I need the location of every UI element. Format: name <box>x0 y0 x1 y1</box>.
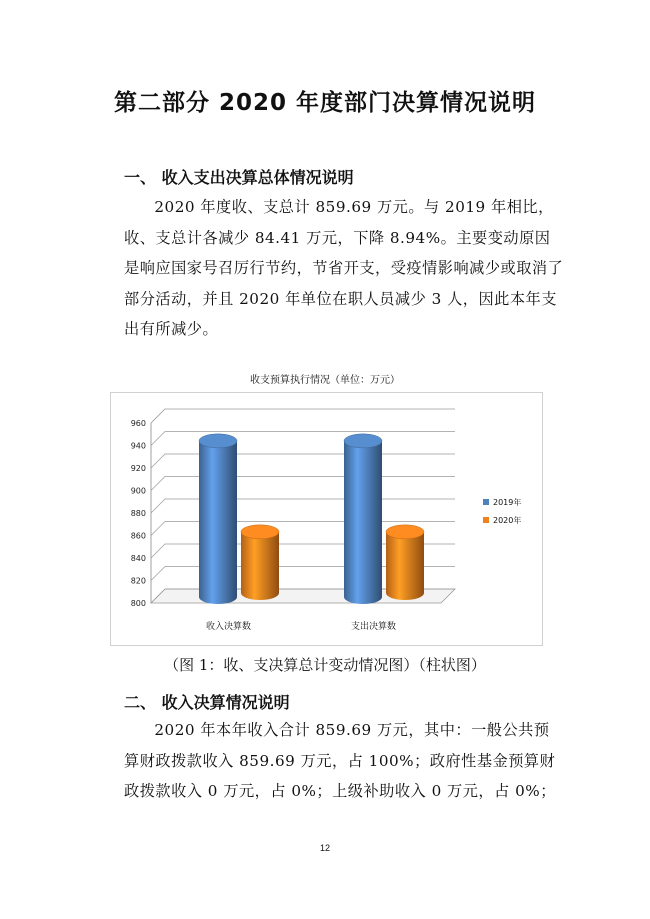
bar-top <box>199 434 237 448</box>
gridline <box>151 477 455 491</box>
y-tick-label: 960 <box>130 419 146 428</box>
bar-2020 <box>386 532 424 600</box>
y-tick-label: 820 <box>130 576 146 586</box>
bar-2019 <box>344 441 382 604</box>
y-tick-label: 800 <box>130 599 146 608</box>
gridline <box>151 409 455 423</box>
legend-label: 2019年 <box>493 498 522 507</box>
chart-title: 收支预算执行情况（单位：万元） <box>250 375 400 386</box>
legend-swatch <box>483 517 489 523</box>
bar-chart <box>111 393 542 645</box>
section1-heading: 一、 收入支出决算总体情况说明 <box>124 168 354 187</box>
gridline <box>151 499 455 513</box>
section2-paragraph: 2020 年本年收入合计 859.69 万元，其中：一般公共预算财政拨款收入 859.69 万元，占 100%；政府性基金预算财政拨款收入 0 万元，占 0%；上级补助收入 0 万元，占 0%； <box>124 721 556 800</box>
y-tick-label: 840 <box>130 554 146 563</box>
bar-top <box>386 525 424 539</box>
section2-heading: 二、 收入决算情况说明 <box>124 693 290 712</box>
gridline <box>151 432 455 446</box>
page-number: 12 <box>319 843 330 853</box>
y-tick-label: 880 <box>130 509 146 518</box>
x-tick-label: 支出决算数 <box>350 622 397 632</box>
y-tick-label: 940 <box>130 441 146 451</box>
section1-paragraph: 2020 年度收、支总计 859.69 万元。与 2019 年相比，收、支总计各减少 84.41 万元，下降 8.94%。主要变动原因是响应国家号召厉行节约，节省开支，受疫情影响减少或取消了部分活动，并且 2020 年单位在职人员减少 3 人，因此本年支出有所减少。 <box>124 198 564 338</box>
gridline <box>151 454 455 468</box>
bar-top <box>241 525 279 539</box>
x-tick-label: 收入决算数 <box>205 622 252 632</box>
bar-top <box>344 434 382 448</box>
chart-frame <box>110 392 543 646</box>
y-tick-label: 860 <box>130 531 146 541</box>
legend-swatch <box>483 499 489 505</box>
y-tick-label: 900 <box>130 486 146 496</box>
bar-2020 <box>241 532 279 600</box>
page-title: 第二部分 2020 年度部门决算情况说明 <box>113 90 537 116</box>
bar-2019 <box>199 441 237 604</box>
y-tick-label: 920 <box>130 464 146 473</box>
legend-label: 2020年 <box>493 516 522 525</box>
figure-caption: （图 1：收、支决算总计变动情况图）（柱状图） <box>164 656 486 674</box>
